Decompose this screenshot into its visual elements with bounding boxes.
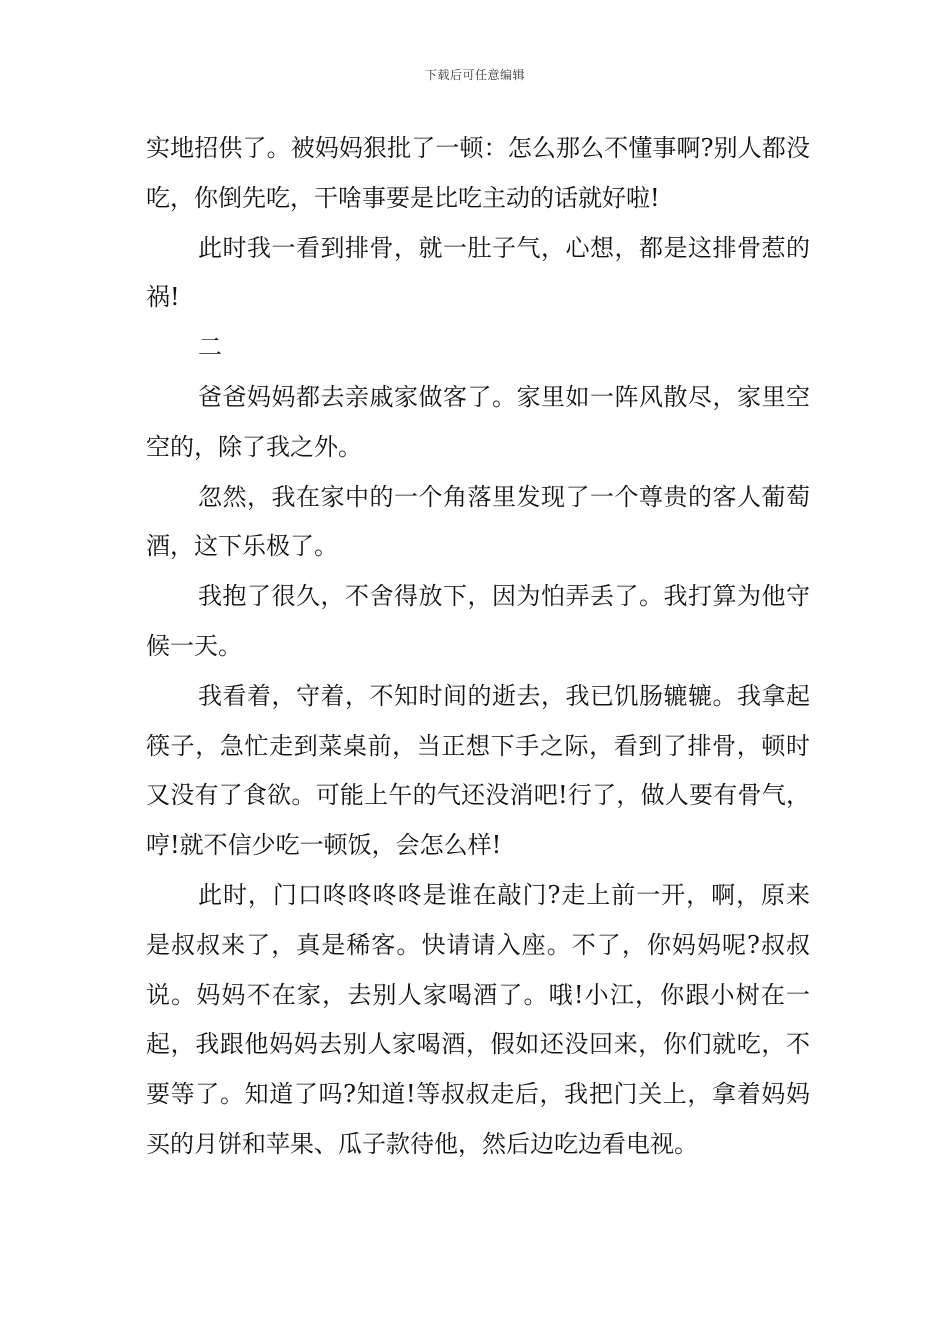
section-number: 二 — [198, 333, 222, 362]
page-header: 下载后可任意编辑 — [424, 68, 525, 82]
paragraph: 我看着，守着，不知时间的逝去，我已饥肠辘辘。我拿起筷子，急忙走到菜桌前，当正想下手之际，看到了排骨，顿时又没有了食欲。可能上午的气还没消吧!行了，做人要有骨气，哼!就不信少吃一顿饭，会怎么样! — [146, 681, 810, 860]
paragraph: 忽然，我在家中的一个角落里发现了一个尊贵的客人葡萄酒，这下乐极了。 — [146, 482, 810, 561]
paragraph: 我抱了很久，不舍得放下，因为怕弄丢了。我打算为他守候一天。 — [146, 582, 810, 660]
document-body — [146, 124, 810, 1170]
paragraph: 此时，门口咚咚咚咚是谁在敲门?走上前一开，啊，原来是叔叔来了，真是稀客。快请请入座。不了，你妈妈呢?叔叔说。妈妈不在家，去别人家喝酒了。哦!小江，你跟小树在一起，我跟他妈妈去别人家喝酒，假如还没回来，你们就吃，不要等了。知道了吗?知道!等叔叔走后，我把门关上，拿着妈妈买的月饼和苹果、瓜子款待他，然后边吃边看电视。 — [146, 880, 810, 1158]
paragraph: 此时我一看到排骨，就一肚子气，心想，都是这排骨惹的祸! — [146, 233, 810, 312]
paragraph: 爸爸妈妈都去亲戚家做客了。家里如一阵风散尽，家里空空的，除了我之外。 — [146, 382, 810, 461]
paragraph: 实地招供了。被妈妈狠批了一顿：怎么那么不懂事啊?别人都没吃，你倒先吃，干啥事要是比吃主动的话就好啦! — [146, 134, 810, 212]
